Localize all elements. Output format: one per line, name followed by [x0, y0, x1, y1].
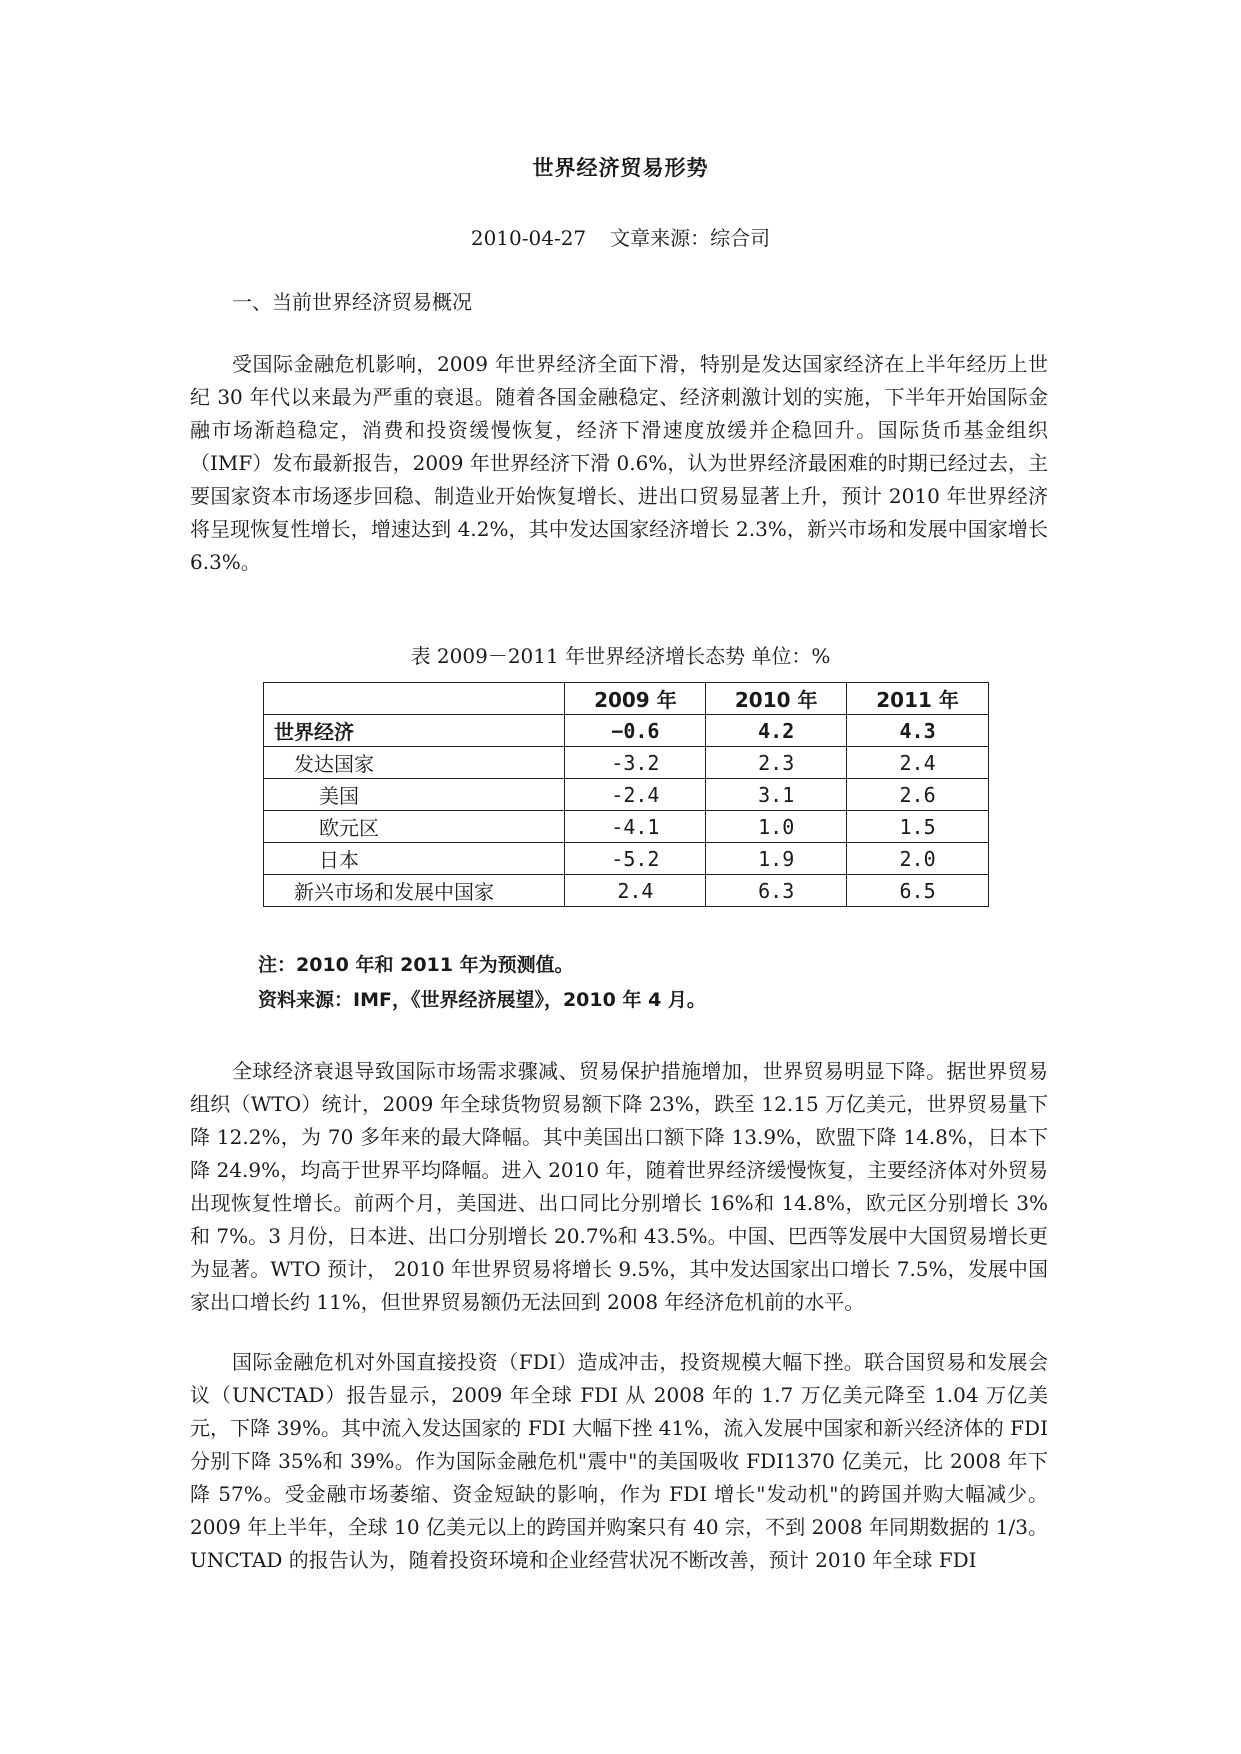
table-row: [264, 875, 989, 907]
table-header-cell: 2011 年: [847, 683, 989, 715]
table-cell: 6.5: [847, 875, 989, 907]
table-cell: -5.2: [565, 843, 706, 875]
table-row: [264, 779, 989, 811]
table-cell: -2.4: [565, 779, 706, 811]
table-row: [264, 843, 989, 875]
table-header-cell: 2009 年: [565, 683, 706, 715]
table-cell: 4.2: [706, 715, 847, 747]
paragraph-trade: 全球经济衰退导致国际市场需求骤减、贸易保护措施增加，世界贸易明显下降。据世界贸易组织（WTO）统计，2009 年全球货物贸易额下降 23%，跌至 12.15 万亿美元，世界贸易量下降 12.2%，为 70 多年来的最大降幅。其中美国出口额下降 13.9%，欧盟下降 14.8%，日本下降 24.9%，均高于世界平均降幅。进入 2010 年，随着世界经济缓慢恢复，主要经济体对外贸易出现恢复性增长。前两个月，美国进、出口同比分别增长 16%和 14.8%，欧元区分别增长 3%和 7%。3 月份，日本进、出口分别增长 20.7%和 43.5%。中国、巴西等发展中大国贸易增长更为显著。WTO 预计， 2010 年世界贸易将增长 9.5%，其中发达国家出口增长 7.5%，发展中国家出口增长约 11%，但世界贸易额仍无法回到 2008 年经济危机前的水平。: [190, 1059, 1048, 1314]
table-cell: 4.3: [847, 715, 989, 747]
table-cell: 2.4: [565, 875, 706, 907]
table-header-cell: 2010 年: [706, 683, 847, 715]
growth-table: [263, 682, 989, 907]
table-cell: -3.2: [565, 747, 706, 779]
table-source: 资料来源：IMF，《世界经济展望》，2010 年 4 月。: [258, 989, 706, 1011]
table-cell: -4.1: [565, 811, 706, 843]
section-heading: 一、当前世界经济贸易概况: [232, 290, 472, 314]
article-source: 文章来源：综合司: [610, 226, 771, 250]
table-note: 注：2010 年和 2011 年为预测值。: [258, 954, 574, 976]
row-label: 世界经济: [264, 715, 565, 747]
publish-date: 2010-04-27: [470, 226, 587, 250]
table-caption: 表 2009－2011 年世界经济增长态势 单位：%: [410, 644, 831, 668]
paragraph-fdi: 国际金融危机对外国直接投资（FDI）造成冲击，投资规模大幅下挫。联合国贸易和发展会议（UNCTAD）报告显示，2009 年全球 FDI 从 2008 年的 1.7 万亿美元降至 1.04 万亿美元，下降 39%。其中流入发达国家的 FDI 大幅下挫 41%，流入发展中国家和新兴经济体的 FDI 分别下降 35%和 39%。作为国际金融危机"震中"的美国吸收 FDI1370 亿美元，比 2008 年下降 57%。受金融市场萎缩、资金短缺的影响，作为 FDI 增长"发动机"的跨国并购大幅减少。2009 年上半年，全球 10 亿美元以上的跨国并购案只有 40 宗，不到 2008 年同期数据的 1/3。UNCTAD 的报告认为，随着投资环境和企业经营状况不断改善，预计 2010 年全球 FDI: [190, 1350, 1048, 1572]
table-row: [264, 747, 989, 779]
page-title: 世界经济贸易形势: [532, 155, 709, 180]
table-row: [264, 811, 989, 843]
table-cell: 6.3: [706, 875, 847, 907]
table-header-row: [264, 683, 989, 715]
row-label: 美国: [264, 779, 565, 811]
row-label: 欧元区: [264, 811, 565, 843]
table-cell: 2.4: [847, 747, 989, 779]
table-row: [264, 715, 989, 747]
row-label: 新兴市场和发展中国家: [264, 875, 565, 907]
table-header-cell: [264, 683, 565, 715]
table-cell: 2.0: [847, 843, 989, 875]
row-label: 发达国家: [264, 747, 565, 779]
row-label: 日本: [264, 843, 565, 875]
table-cell: 1.5: [847, 811, 989, 843]
paragraph-economy: 受国际金融危机影响，2009 年世界经济全面下滑，特别是发达国家经济在上半年经历上世纪 30 年代以来最为严重的衰退。随着各国金融稳定、经济刺激计划的实施，下半年开始国际金融市场渐趋稳定，消费和投资缓慢恢复，经济下滑速度放缓并企稳回升。国际货币基金组织（IMF）发布最新报告，2009 年世界经济下滑 0.6%，认为世界经济最困难的时期已经过去，主要国家资本市场逐步回稳、制造业开始恢复增长、进出口贸易显著上升，预计 2010 年世界经济将呈现恢复性增长，增速达到 4.2%，其中发达国家经济增长 2.3%，新兴市场和发展中国家增长 6.3%。: [190, 352, 1048, 574]
table-cell: −0.6: [565, 715, 706, 747]
table-cell: 1.9: [706, 843, 847, 875]
article-meta: [0, 222, 1241, 251]
table-cell: 2.6: [847, 779, 989, 811]
table-cell: 1.0: [706, 811, 847, 843]
table-cell: 3.1: [706, 779, 847, 811]
table-cell: 2.3: [706, 747, 847, 779]
